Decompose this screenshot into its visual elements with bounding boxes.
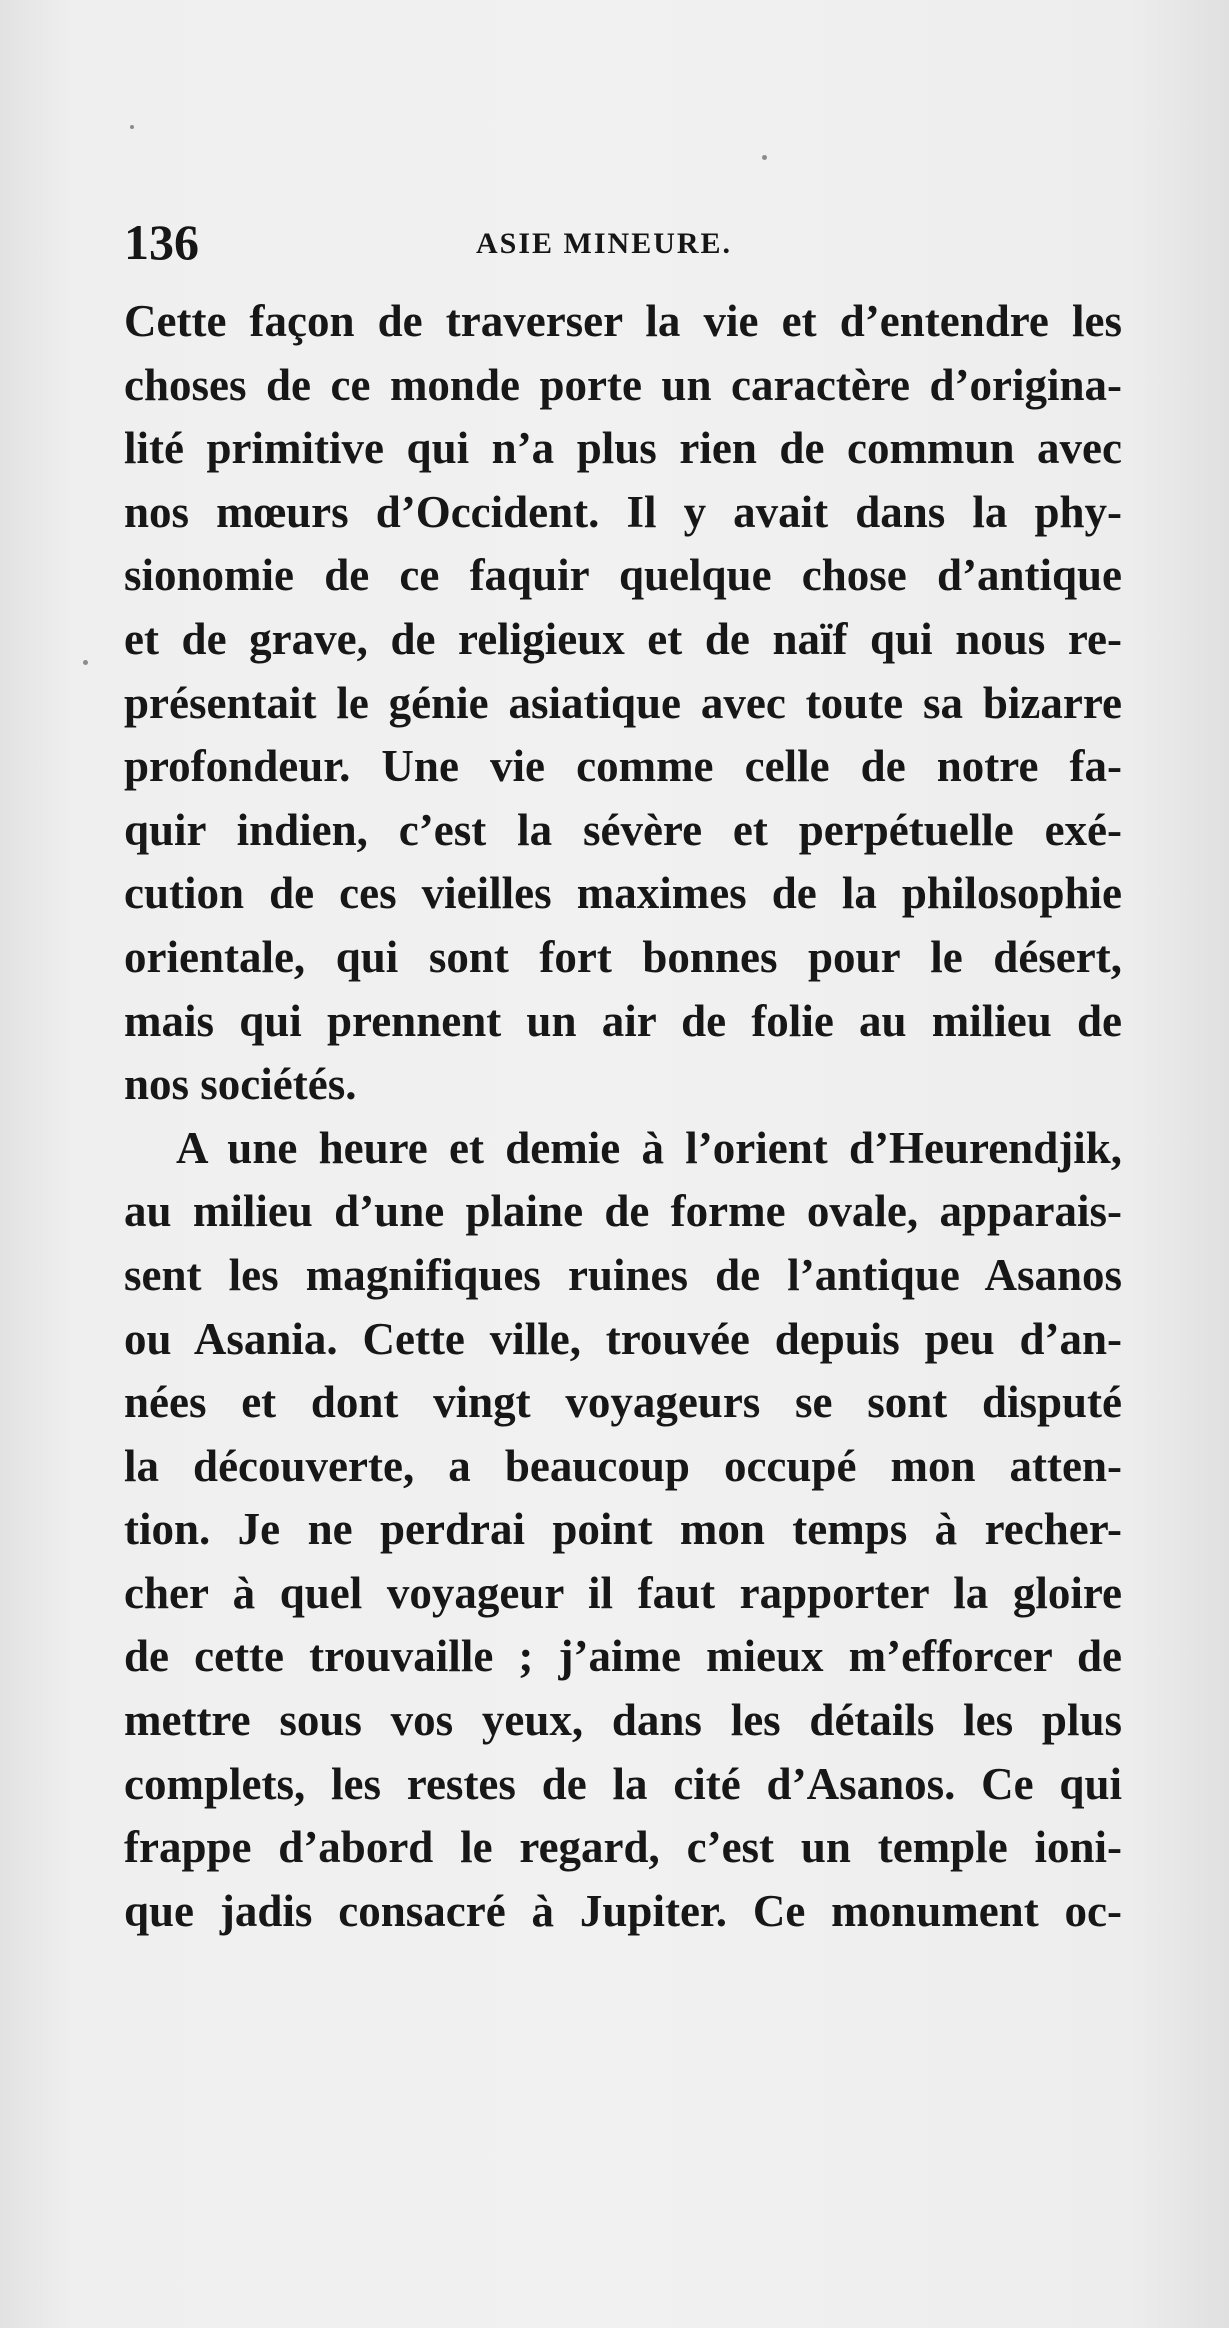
text-line: profondeur. Une vie comme celle de notre fa- [124, 741, 1122, 792]
text-line: cher à quel voyageur il faut rapporter la gloire [124, 1567, 1122, 1618]
paragraph-2 [124, 1117, 1122, 1944]
text-line: nos sociétés. [124, 1059, 357, 1110]
text-line: mais qui prennent un air de folie au milieu de [124, 995, 1122, 1046]
text-line: choses de ce monde porte un caractère d’origina- [124, 359, 1122, 410]
running-title: ASIE MINEURE. [476, 227, 733, 260]
page-header [124, 212, 1124, 272]
paper-speck [130, 125, 134, 129]
text-line: que jadis consacré à Jupiter. Ce monument oc- [124, 1885, 1122, 1936]
text-line: nos mœurs d’Occident. Il y avait dans la phy- [124, 486, 1122, 537]
text-line: Cette façon de traverser la vie et d’entendre les [124, 296, 1122, 346]
text-line: et de grave, de religieux et de naïf qui nous re- [124, 613, 1122, 664]
page-number: 136 [124, 214, 199, 270]
paragraph-1 [124, 290, 1122, 1117]
paper-speck [762, 155, 767, 160]
body-text [124, 290, 1122, 1943]
text-line: présentait le génie asiatique avec toute sa bizarre [124, 677, 1122, 728]
text-line: tion. Je ne perdrai point mon temps à recher- [124, 1504, 1122, 1555]
text-line: nées et dont vingt voyageurs se sont disputé [124, 1377, 1122, 1428]
text-line: sionomie de ce faquir quelque chose d’antique [124, 550, 1122, 601]
text-line: frappe d’abord le regard, c’est un temple ioni- [124, 1822, 1122, 1873]
text-line: lité primitive qui n’a plus rien de commun avec [124, 423, 1122, 474]
text-line: au milieu d’une plaine de forme ovale, apparais- [124, 1186, 1122, 1237]
text-line: A une heure et demie à l’orient d’Heurendjik, [176, 1122, 1122, 1173]
text-line: sent les magnifiques ruines de l’antique Asanos [124, 1249, 1122, 1300]
text-line: cution de ces vieilles maximes de la philosophie [124, 868, 1122, 919]
text-line: quir indien, c’est la sévère et perpétuelle exé- [124, 804, 1122, 855]
paper-speck [83, 660, 88, 665]
text-line: orientale, qui sont fort bonnes pour le désert, [124, 931, 1122, 982]
text-line: ou Asania. Cette ville, trouvée depuis peu d’an- [124, 1313, 1122, 1364]
text-line: complets, les restes de la cité d’Asanos. Ce qui [124, 1758, 1122, 1809]
text-line: la découverte, a beaucoup occupé mon atten- [124, 1440, 1122, 1491]
text-line: mettre sous vos yeux, dans les détails les plus [124, 1695, 1122, 1746]
text-line: de cette trouvaille ; j’aime mieux m’efforcer de [124, 1631, 1122, 1682]
